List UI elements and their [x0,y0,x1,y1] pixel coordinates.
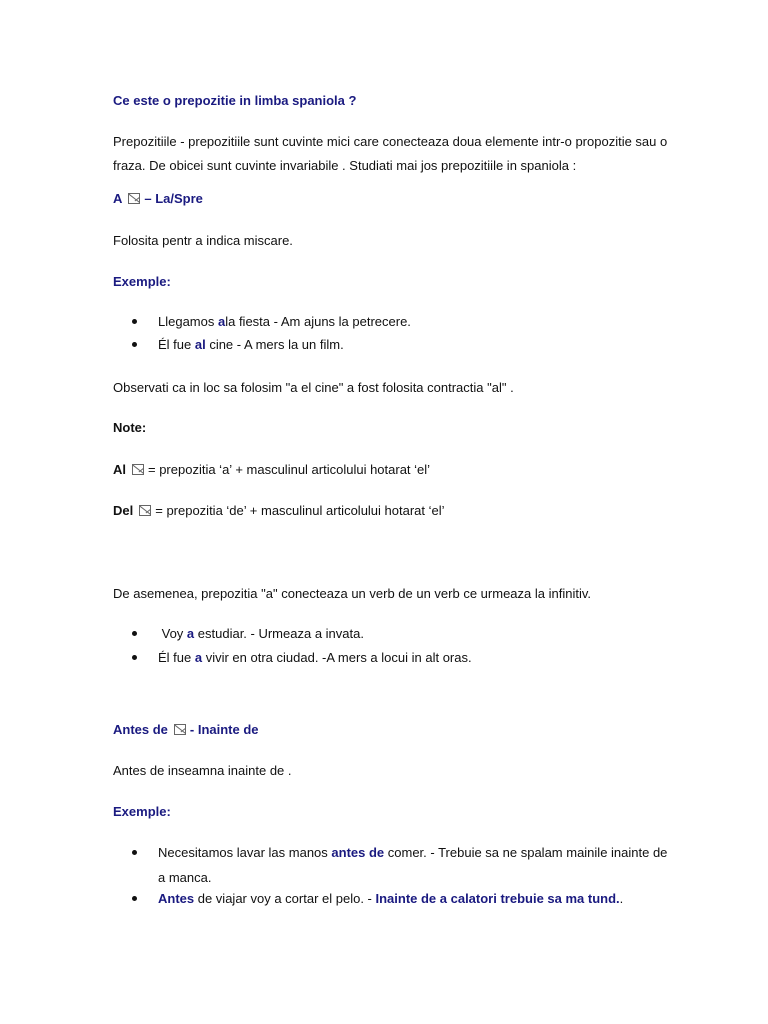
broken-image-icon [139,505,151,516]
example-highlight: Antes [158,891,195,906]
section-a-translation: – La/Spre [144,191,203,206]
example-text: . [619,891,624,906]
section-antes-word: Antes de [113,722,168,737]
example-text: la fiesta - Am ajuns la petrecere. [225,314,411,329]
note-definition: = prepozitia ‘de’ + masculinul articolului hotarat ‘el’ [155,503,445,518]
section-antes-heading [113,718,259,741]
example-text: cine - A mers la un film. [205,337,344,352]
example-text: Voy [158,626,187,641]
section-antes-translation: - Inainte de [189,722,259,737]
bullet-icon [132,655,137,660]
note-definition: = prepozitia ‘a’ + masculinul articolului hotarat ‘el’ [148,462,431,477]
example-highlight: a [217,314,226,329]
section-a-heading [113,187,203,210]
also-text: De asemenea, prepozitia "a" conecteaza un verb de un verb ce urmeaza la infinitiv. [113,586,591,601]
examples-heading: Exemple: [113,274,171,289]
broken-image-icon [128,193,140,204]
example-text: Llegamos [158,314,218,329]
note-del [113,499,445,522]
observation-text: Observati ca in loc sa folosim "a el cine" a fost folosita contractia "al" . [113,380,514,395]
bullet-icon [132,850,137,855]
example-text: estudiar. - Urmeaza a invata. [194,626,364,641]
section-a-word: A [113,191,123,206]
bullet-icon [132,896,137,901]
section-a-description: Folosita pentr a indica miscare. [113,233,293,248]
section-antes-description: Antes de inseamna inainte de . [113,763,292,778]
example-highlight: a [194,650,203,665]
note-heading: Note: [113,420,147,435]
broken-image-icon [132,464,144,475]
example-highlight: antes de [331,845,385,860]
example-text-continued: a manca. [158,870,212,885]
bullet-icon [132,631,137,636]
example-text: Necesitamos lavar las manos [158,845,332,860]
note-al [113,458,430,481]
example-text: Él fue [158,337,195,352]
bullet-icon [132,342,137,347]
note-term: Del [113,503,134,518]
example-text: Él fue [158,650,195,665]
intro-line-1: Prepozitiile - prepozitiile sunt cuvinte mici care conecteaza doua elemente intr-o propozitie sau o [113,134,668,149]
example-highlight: al [194,337,206,352]
intro-line-2: fraza. De obicei sunt cuvinte invariabile . Studiati mai jos prepozitiile in spaniola : [113,158,577,173]
broken-image-icon [174,724,186,735]
example-text: comer. - Trebuie sa ne spalam mainile inainte de [384,845,668,860]
note-term: Al [113,462,126,477]
example-text: de viajar voy a cortar el pelo. - [194,891,376,906]
page-title: Ce este o prepozitie in limba spaniola ? [113,93,357,108]
example-highlight: a [186,626,195,641]
example-highlight: Inainte de a calatori trebuie sa ma tund. [375,891,620,906]
examples-heading: Exemple: [113,804,171,819]
bullet-icon [132,319,137,324]
example-text: vivir en otra ciudad. -A mers a locui in alt oras. [202,650,472,665]
